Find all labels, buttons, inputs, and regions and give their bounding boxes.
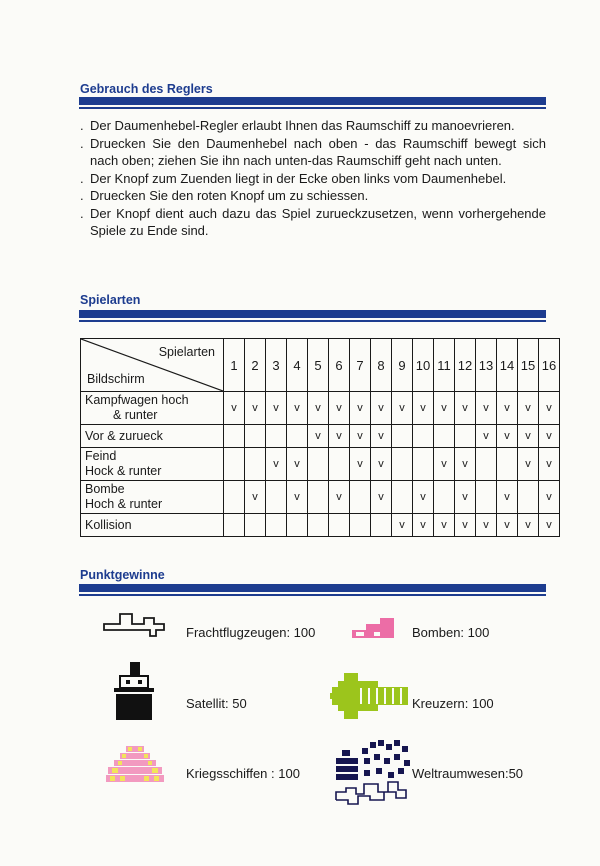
check-mark: v (546, 402, 552, 414)
check-mark: v (315, 430, 321, 442)
section-divider (79, 584, 546, 596)
section-divider (79, 97, 546, 109)
check-cell (539, 392, 560, 425)
check-cell (413, 448, 434, 481)
check-cell (518, 514, 539, 537)
check-cell (476, 425, 497, 448)
check-cell (476, 514, 497, 537)
check-cell (455, 514, 476, 537)
score-label-cruiser: Kreuzern: 100 (412, 696, 494, 711)
check-cell (329, 425, 350, 448)
row-label (81, 514, 224, 537)
check-mark: v (357, 402, 363, 414)
check-cell (287, 481, 308, 514)
row-label (81, 448, 224, 481)
table-header-row (81, 339, 560, 392)
check-cell (350, 392, 371, 425)
check-mark: v (504, 519, 510, 531)
column-header: 4 (287, 339, 308, 392)
check-cell (539, 514, 560, 537)
cargo-plane-icon (100, 612, 168, 644)
column-header: 13 (476, 339, 497, 392)
check-cell (287, 425, 308, 448)
check-mark: v (504, 430, 510, 442)
check-cell (455, 425, 476, 448)
score-label-cargo: Frachtflugzeugen: 100 (186, 625, 316, 640)
score-label-warship: Kriegsschiffen : 100 (186, 766, 300, 781)
check-cell (392, 425, 413, 448)
check-cell (497, 425, 518, 448)
row-label-line: & runter (113, 408, 158, 422)
row-label-line: Kampfwagen hoch (85, 393, 189, 407)
section-title-scoring: Punktgewinne (80, 568, 165, 582)
check-cell (308, 392, 329, 425)
row-label-line: Bombe (85, 482, 125, 496)
check-cell (518, 481, 539, 514)
row-label-line: Vor & zurueck (85, 428, 163, 443)
row-label-line: Kollision (85, 517, 132, 532)
column-header: 8 (371, 339, 392, 392)
check-cell (350, 448, 371, 481)
cruiser-icon (330, 673, 410, 725)
check-mark: v (399, 402, 405, 414)
check-cell (392, 514, 413, 537)
check-mark: v (378, 491, 384, 503)
check-cell (329, 514, 350, 537)
check-cell (350, 514, 371, 537)
check-mark: v (441, 458, 447, 470)
check-cell (434, 481, 455, 514)
check-cell (455, 448, 476, 481)
column-header: 14 (497, 339, 518, 392)
check-mark: v (294, 491, 300, 503)
check-cell (224, 481, 245, 514)
check-cell (434, 448, 455, 481)
check-cell (245, 448, 266, 481)
check-cell (266, 425, 287, 448)
check-cell (329, 481, 350, 514)
table-row (81, 425, 560, 448)
check-cell (413, 392, 434, 425)
check-mark: v (462, 519, 468, 531)
check-cell (224, 448, 245, 481)
row-label-line: Feind (85, 449, 117, 463)
check-cell (371, 392, 392, 425)
check-cell (329, 392, 350, 425)
check-cell (434, 425, 455, 448)
column-header: 10 (413, 339, 434, 392)
check-cell (434, 392, 455, 425)
check-cell (518, 448, 539, 481)
row-label (81, 392, 224, 425)
check-cell (497, 392, 518, 425)
check-mark: v (399, 519, 405, 531)
check-mark: v (315, 402, 321, 414)
check-cell (224, 392, 245, 425)
check-cell (308, 448, 329, 481)
check-cell (371, 448, 392, 481)
table-row (81, 514, 560, 537)
column-header: 11 (434, 339, 455, 392)
check-cell (497, 514, 518, 537)
check-cell (539, 448, 560, 481)
section-title-game-modes: Spielarten (80, 293, 141, 307)
check-cell (308, 514, 329, 537)
check-cell (266, 481, 287, 514)
check-mark: v (231, 402, 237, 414)
check-cell (497, 448, 518, 481)
check-mark: v (420, 402, 426, 414)
check-cell (350, 481, 371, 514)
column-header: 16 (539, 339, 560, 392)
check-mark: v (441, 519, 447, 531)
warship-icon (104, 744, 166, 790)
check-cell (308, 481, 329, 514)
check-cell (518, 392, 539, 425)
check-cell (287, 392, 308, 425)
row-label (81, 481, 224, 514)
check-mark: v (420, 519, 426, 531)
check-mark: v (504, 402, 510, 414)
check-cell (413, 425, 434, 448)
check-mark: v (525, 519, 531, 531)
check-cell (308, 425, 329, 448)
column-header: 5 (308, 339, 329, 392)
check-mark: v (483, 519, 489, 531)
check-cell (476, 392, 497, 425)
row-label-line: Hock & runter (85, 464, 162, 478)
check-mark: v (336, 402, 342, 414)
check-mark: v (252, 402, 258, 414)
instruction-paragraph: . Druecken Sie den roten Knopf um zu schiessen. (80, 188, 369, 203)
check-mark: v (546, 430, 552, 442)
check-cell (245, 514, 266, 537)
check-mark: v (336, 491, 342, 503)
check-cell (518, 425, 539, 448)
check-cell (497, 481, 518, 514)
game-modes-table (80, 338, 560, 537)
controller-instructions (80, 117, 546, 240)
check-mark: v (462, 402, 468, 414)
table-body (81, 392, 560, 537)
column-header: 9 (392, 339, 413, 392)
check-cell (371, 514, 392, 537)
check-mark: v (483, 402, 489, 414)
table-corner-cell (81, 339, 224, 392)
check-mark: v (294, 458, 300, 470)
instruction-paragraph: . Der Knopf zum Zuenden liegt in der Ecke oben links vom Daumenhebel. (80, 170, 507, 186)
check-mark: v (273, 402, 279, 414)
check-mark: v (357, 430, 363, 442)
check-cell (266, 448, 287, 481)
check-mark: v (294, 402, 300, 414)
check-mark: v (483, 430, 489, 442)
check-cell (245, 392, 266, 425)
check-cell (371, 425, 392, 448)
table-row (81, 392, 560, 425)
check-cell (287, 514, 308, 537)
section-divider (79, 310, 546, 322)
check-cell (266, 514, 287, 537)
check-mark: v (525, 402, 531, 414)
column-header: 3 (266, 339, 287, 392)
check-cell (434, 514, 455, 537)
instruction-paragraph: . Der Daumenhebel-Regler erlaubt Ihnen das Raumschiff zu manoevrieren. (80, 118, 515, 133)
check-cell (392, 481, 413, 514)
check-cell (350, 425, 371, 448)
check-mark: v (546, 458, 552, 470)
instruction-paragraph: . Der Knopf dient auch dazu das Spiel zurueckzusetzen, wenn vorhergehende Spiele zu Ende sind. (80, 205, 546, 238)
check-mark: v (273, 458, 279, 470)
space-creature-icon (334, 738, 414, 810)
score-label-bomb: Bomben: 100 (412, 625, 490, 640)
satellite-icon (112, 660, 156, 722)
check-mark: v (525, 430, 531, 442)
check-cell (245, 425, 266, 448)
check-mark: v (357, 458, 363, 470)
check-cell (476, 481, 497, 514)
column-header: 12 (455, 339, 476, 392)
check-cell (476, 448, 497, 481)
check-mark: v (462, 491, 468, 503)
instruction-paragraph: . Druecken Sie den Daumenhebel nach oben - das Raumschiff bewegt sich nach oben; ziehen Sie ihn nach unten-das Raumschiff geht nach unten. (80, 135, 546, 168)
check-cell (455, 392, 476, 425)
column-header: 6 (329, 339, 350, 392)
check-cell (392, 448, 413, 481)
check-cell (455, 481, 476, 514)
check-cell (371, 481, 392, 514)
column-header: 1 (224, 339, 245, 392)
check-cell (266, 392, 287, 425)
column-header: 2 (245, 339, 266, 392)
row-label (81, 425, 224, 448)
bomb-icon (352, 616, 396, 640)
check-cell (392, 392, 413, 425)
check-cell (539, 481, 560, 514)
corner-label-bildschirm: Bildschirm (87, 372, 145, 386)
check-mark: v (378, 402, 384, 414)
check-cell (224, 514, 245, 537)
check-mark: v (546, 491, 552, 503)
column-header: 7 (350, 339, 371, 392)
check-cell (539, 425, 560, 448)
check-cell (287, 448, 308, 481)
check-cell (413, 514, 434, 537)
check-mark: v (441, 402, 447, 414)
column-header: 15 (518, 339, 539, 392)
table-row (81, 448, 560, 481)
check-cell (224, 425, 245, 448)
check-cell (245, 481, 266, 514)
score-label-space-creature: Weltraumwesen:50 (412, 766, 524, 781)
check-mark: v (525, 458, 531, 470)
check-cell (329, 448, 350, 481)
check-mark: v (378, 458, 384, 470)
row-label-line: Hoch & runter (85, 497, 163, 511)
corner-label-spielarten: Spielarten (158, 345, 215, 359)
check-mark: v (420, 491, 426, 503)
check-mark: v (462, 458, 468, 470)
check-mark: v (378, 430, 384, 442)
check-mark: v (504, 491, 510, 503)
table-row (81, 481, 560, 514)
check-mark: v (336, 430, 342, 442)
check-mark: v (252, 491, 258, 503)
section-title-controller: Gebrauch des Reglers (80, 82, 213, 96)
check-mark: v (546, 519, 552, 531)
score-label-satellite: Satellit: 50 (186, 696, 247, 711)
check-cell (413, 481, 434, 514)
